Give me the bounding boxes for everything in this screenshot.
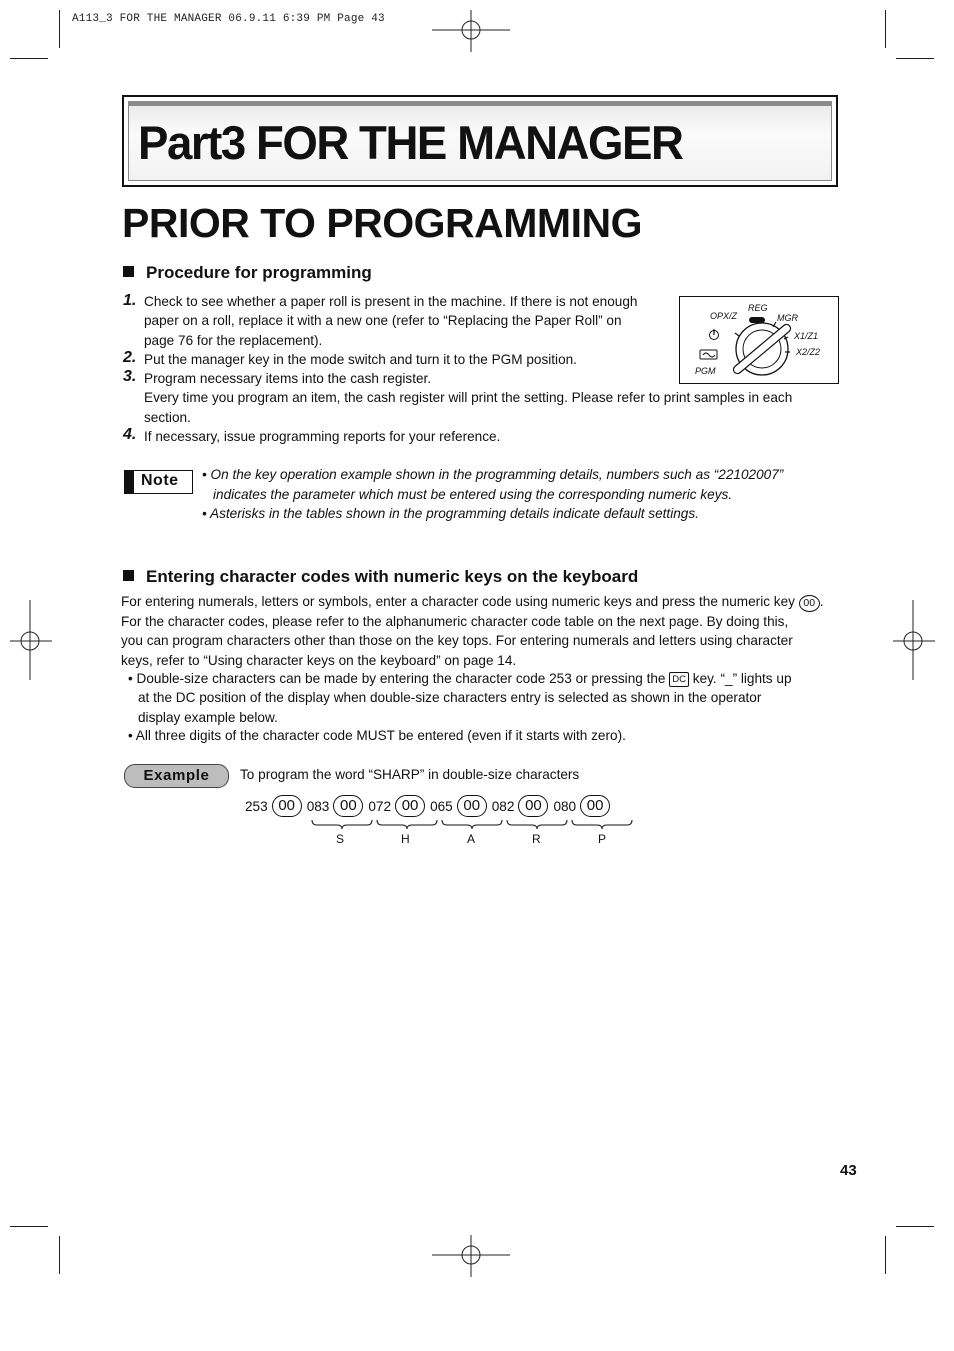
example-description: To program the word “SHARP” in double-size characters xyxy=(240,767,580,782)
bullet-text: • Double-size characters can be made by entering the character code 253 or pressing the xyxy=(128,671,666,686)
paragraph-line: For entering numerals, letters or symbols, enter a character code using numeric keys and press the numeric key 00 . xyxy=(121,592,841,612)
step-line: page 76 for the replacement). xyxy=(144,332,323,348)
switch-label-x2z2: X2/Z2 xyxy=(796,347,821,357)
bullet-line: display example below. xyxy=(138,709,278,725)
example-badge xyxy=(124,764,229,788)
crop-mark xyxy=(885,1236,886,1274)
example-label: Example xyxy=(143,767,210,784)
bullet-text: key. “_” lights up xyxy=(692,671,792,686)
step-number: 3. xyxy=(123,368,137,385)
char-code: 072 xyxy=(368,798,392,814)
grouping-brackets-icon xyxy=(300,818,640,832)
paragraph-line: For the character codes, please refer to the alphanumeric character code table on the next page. By doing this, xyxy=(121,614,789,629)
letter-label: H xyxy=(401,832,410,846)
crop-mark xyxy=(59,1236,60,1274)
letter-label: R xyxy=(532,832,541,846)
letter-label: S xyxy=(336,832,345,846)
char-code: 080 xyxy=(553,798,577,814)
switch-label-x1z1: X1/Z1 xyxy=(794,331,819,341)
step-line: Every time you program an item, the cash register will print the setting. Please refer to print samples in each xyxy=(144,390,793,406)
step-number: 4. xyxy=(123,426,137,443)
crop-mark xyxy=(885,10,886,48)
crop-mark xyxy=(59,10,60,48)
switch-label-opxz: OPX/Z xyxy=(710,311,738,321)
crop-mark xyxy=(896,58,934,59)
step-line: section. xyxy=(144,409,191,425)
switch-label-mgr: MGR xyxy=(777,313,798,323)
paragraph-line: you can program characters other than those on the key tops. For entering numerals and letters using character xyxy=(121,633,793,649)
square-bullet-icon xyxy=(123,570,134,581)
char-code: 253 xyxy=(245,798,268,814)
page-number: 43 xyxy=(840,1162,857,1179)
procedure-heading-text: Procedure for programming xyxy=(146,263,372,282)
step-line: Check to see whether a paper roll is present in the machine. If there is not enough xyxy=(144,294,638,309)
paragraph-line: keys, refer to “Using character keys on the keyboard” on page 14. xyxy=(121,652,517,668)
crop-mark xyxy=(10,1226,48,1227)
key-00-icon: 00 xyxy=(272,795,302,817)
switch-label-pgm: PGM xyxy=(695,366,716,376)
part-title: Part3 FOR THE MANAGER xyxy=(138,116,683,169)
dc-key-icon: DC xyxy=(669,672,689,687)
step-line: Program necessary items into the cash register. xyxy=(144,371,432,386)
banner-top-bar xyxy=(128,101,832,106)
note-line: • On the key operation example shown in the programming details, numbers such as “22102007” xyxy=(202,467,784,482)
key-00-icon: 00 xyxy=(395,795,425,817)
char-codes-heading-text: Entering character codes with numeric keys on the keyboard xyxy=(146,567,639,586)
letter-label: P xyxy=(598,832,607,846)
registration-mark-icon xyxy=(893,600,935,682)
step-line: Put the manager key in the mode switch and turn it to the PGM position. xyxy=(144,352,577,367)
note-label: Note xyxy=(141,472,179,489)
step-text xyxy=(144,427,744,446)
note-line: • Asterisks in the tables shown in the programming details indicate default settings. xyxy=(202,506,699,522)
crop-mark xyxy=(10,58,48,59)
registration-mark-icon xyxy=(432,1235,512,1277)
char-code: 083 xyxy=(306,798,330,814)
registration-mark-icon xyxy=(10,600,52,682)
square-bullet-icon xyxy=(123,266,134,277)
note-badge xyxy=(124,470,193,494)
key-00-icon: 00 xyxy=(799,595,820,612)
note-badge-bar xyxy=(125,471,134,493)
step-line: If necessary, issue programming reports for your reference. xyxy=(144,429,501,444)
key-00-icon: 00 xyxy=(333,795,363,817)
step-text xyxy=(144,292,684,350)
note-line: indicates the parameter which must be entered using the corresponding numeric keys. xyxy=(213,486,733,502)
bullet-line: at the DC position of the display when double-size characters entry is selected as shown in the operator xyxy=(138,690,762,706)
letter-label: A xyxy=(467,832,476,846)
procedure-heading xyxy=(123,263,372,283)
paragraph-line-text: For entering numerals, letters or symbols, enter a character code using numeric keys and press the numeric key xyxy=(121,594,795,609)
print-header: A113_3 FOR THE MANAGER 06.9.11 6:39 PM Page 43 xyxy=(72,13,385,25)
bullet-three-digits: • All three digits of the character code MUST be entered (even if it starts with zero). xyxy=(128,728,626,743)
section-title: PRIOR TO PROGRAMMING xyxy=(122,200,642,246)
registration-mark-icon xyxy=(432,10,512,52)
char-code: 082 xyxy=(491,798,515,814)
key-sequence xyxy=(245,795,615,817)
crop-mark xyxy=(896,1226,934,1227)
step-number: 2. xyxy=(123,349,137,366)
bullet-line xyxy=(128,669,848,688)
char-codes-heading xyxy=(123,567,638,587)
char-codes-paragraph xyxy=(121,592,841,670)
key-00-icon: 00 xyxy=(580,795,610,817)
step-number: 1. xyxy=(123,292,137,309)
bullet-double-size xyxy=(128,669,848,727)
part-banner xyxy=(122,95,838,187)
char-code: 065 xyxy=(430,798,453,814)
key-00-icon: 00 xyxy=(457,795,487,817)
switch-label-reg: REG xyxy=(748,303,768,313)
step-line: paper on a roll, replace it with a new one (refer to “Replacing the Paper Roll” on xyxy=(144,313,622,329)
note-text xyxy=(202,465,842,524)
step-text xyxy=(144,350,674,369)
mode-switch-diagram xyxy=(679,296,839,384)
key-00-icon: 00 xyxy=(518,795,548,817)
